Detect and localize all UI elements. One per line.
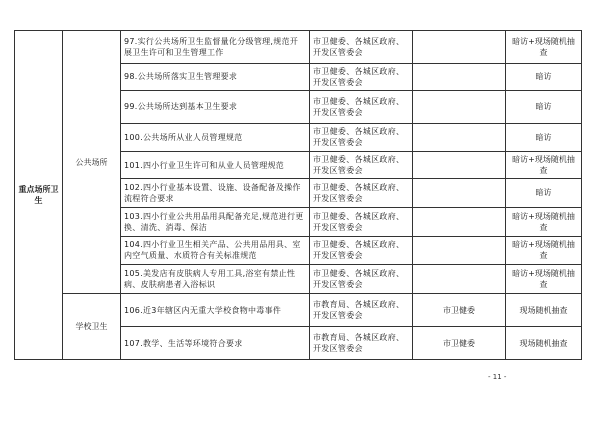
method-cell: 暗访	[506, 123, 582, 152]
method-cell: 暗访+现场随机抽查	[506, 236, 582, 265]
responsible-cell: 市卫健委、各城区政府、开发区管委会	[310, 90, 413, 123]
item-cell: 102.四小行业基本设置、设施、设备配备及操作流程符合要求	[121, 179, 310, 208]
method-cell: 暗访	[506, 63, 582, 90]
method-cell: 暗访+现场随机抽查	[506, 207, 582, 236]
responsible-cell: 市卫健委、各城区政府、开发区管委会	[310, 179, 413, 208]
responsible-cell: 市教育局、各城区政府、开发区管委会	[310, 294, 413, 327]
responsible-cell: 市卫健委、各城区政府、开发区管委会	[310, 152, 413, 179]
responsible-cell: 市卫健委、各城区政府、开发区管委会	[310, 207, 413, 236]
subcategory-cell: 公共场所	[63, 31, 121, 294]
supervisor-cell: 市卫健委	[413, 294, 506, 327]
item-cell: 104.四小行业卫生相关产品、公共用品用具、室内空气质量、水质符合有关标准规范	[121, 236, 310, 265]
table-row	[15, 31, 582, 64]
item-cell: 101.四小行业卫生许可和从业人员管理规范	[121, 152, 310, 179]
method-cell: 现场随机抽查	[506, 294, 582, 327]
method-cell: 暗访+现场随机抽查	[506, 31, 582, 64]
item-cell: 106.近3年辖区内无重大学校食物中毒事件	[121, 294, 310, 327]
responsible-cell: 市卫健委、各城区政府、开发区管委会	[310, 63, 413, 90]
responsible-cell: 市卫健委、各城区政府、开发区管委会	[310, 31, 413, 64]
item-cell: 107.教学、生活等环境符合要求	[121, 327, 310, 360]
method-cell: 现场随机抽查	[506, 327, 582, 360]
responsible-cell: 市卫健委、各城区政府、开发区管委会	[310, 123, 413, 152]
method-cell: 暗访+现场随机抽查	[506, 265, 582, 294]
item-cell: 98.公共场所落实卫生管理要求	[121, 63, 310, 90]
item-cell: 103.四小行业公共用品用具配备充足,规范进行更换、清洗、消毒、保洁	[121, 207, 310, 236]
supervisor-cell	[413, 179, 506, 208]
supervisor-cell	[413, 31, 506, 64]
supervisor-cell	[413, 63, 506, 90]
subcategory-cell: 学校卫生	[63, 294, 121, 360]
supervisor-cell	[413, 123, 506, 152]
standards-table	[14, 30, 582, 360]
item-cell: 99.公共场所达到基本卫生要求	[121, 90, 310, 123]
responsible-cell: 市教育局、各城区政府、开发区管委会	[310, 327, 413, 360]
method-cell: 暗访	[506, 179, 582, 208]
category-cell: 重点场所卫生	[15, 31, 63, 360]
supervisor-cell	[413, 152, 506, 179]
supervisor-cell	[413, 265, 506, 294]
page-number: - 11 -	[488, 373, 507, 381]
responsible-cell: 市卫健委、各城区政府、开发区管委会	[310, 265, 413, 294]
supervisor-cell	[413, 236, 506, 265]
table-row	[15, 294, 582, 327]
item-cell: 105.美发店有皮肤病人专用工具,浴室有禁止性病、皮肤病患者入浴标识	[121, 265, 310, 294]
method-cell: 暗访	[506, 90, 582, 123]
supervisor-cell: 市卫健委	[413, 327, 506, 360]
method-cell: 暗访+现场随机抽查	[506, 152, 582, 179]
item-cell: 100.公共场所从业人员管理规范	[121, 123, 310, 152]
item-cell: 97.实行公共场所卫生监督量化分级管理,规范开展卫生许可和卫生管理工作	[121, 31, 310, 64]
supervisor-cell	[413, 207, 506, 236]
responsible-cell: 市卫健委、各城区政府、开发区管委会	[310, 236, 413, 265]
supervisor-cell	[413, 90, 506, 123]
